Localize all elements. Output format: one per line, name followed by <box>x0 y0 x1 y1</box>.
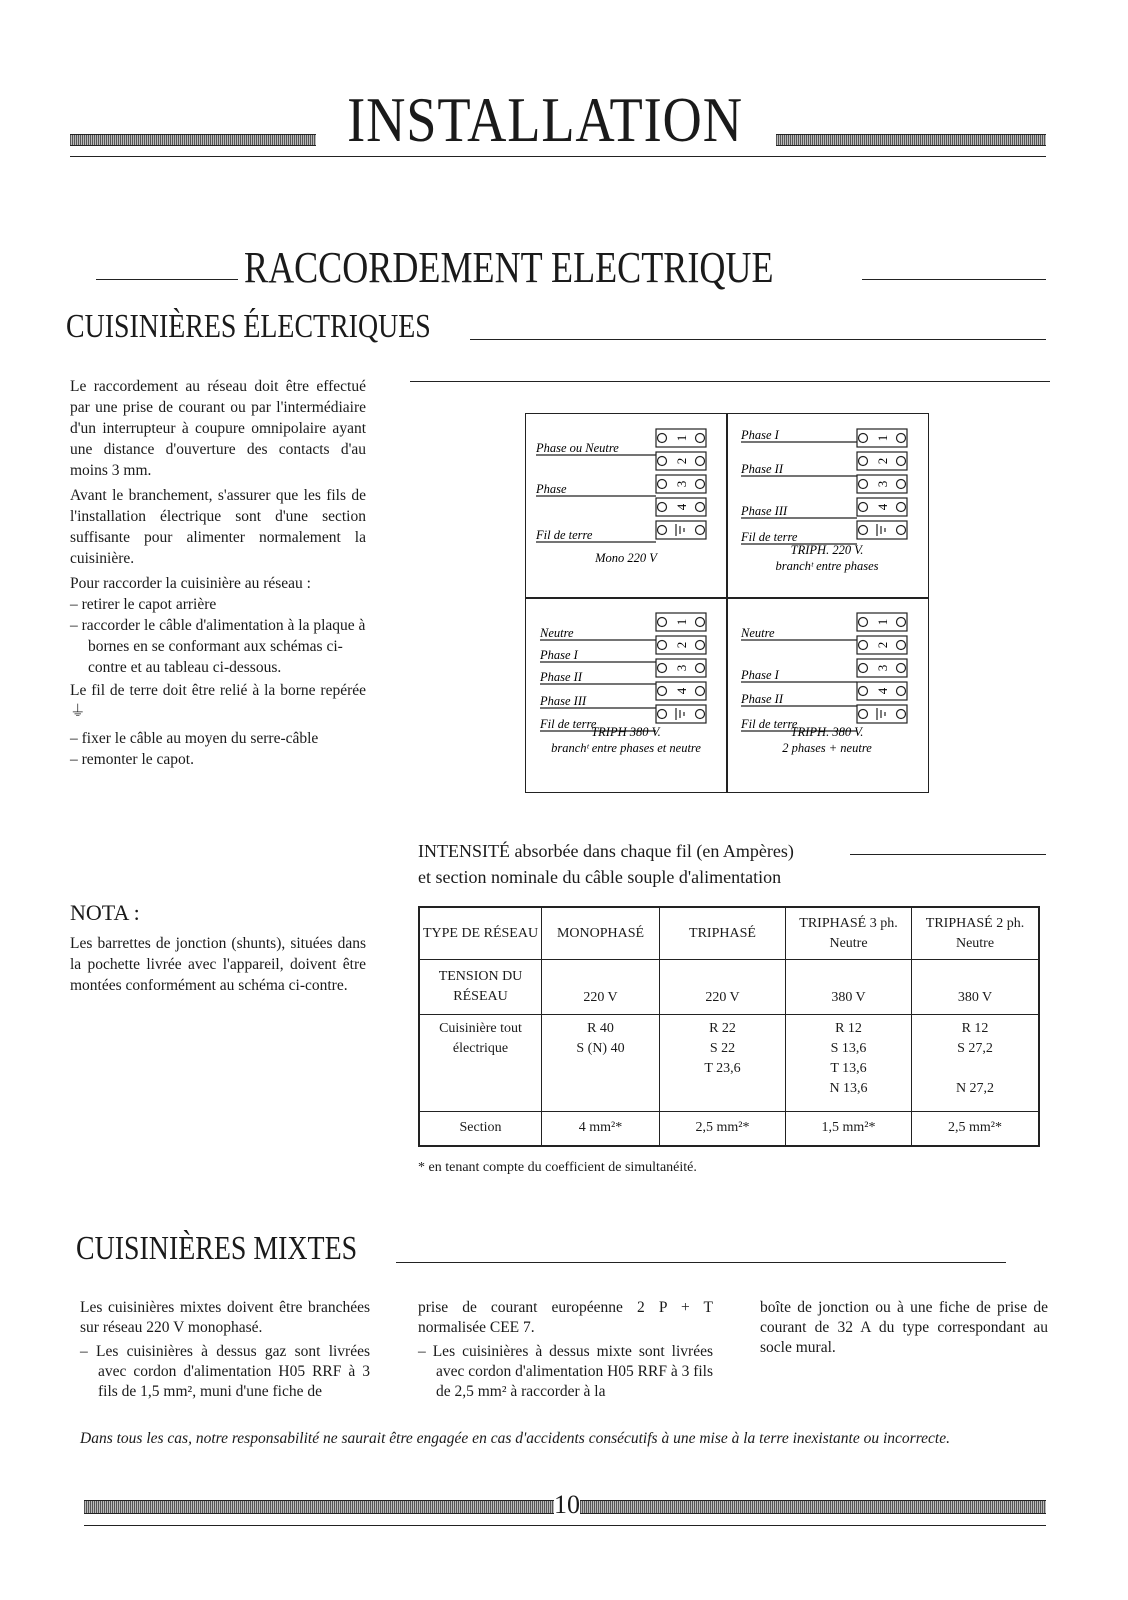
wire-label: Phase I <box>540 648 578 662</box>
terminal-left-icon <box>658 503 667 512</box>
step-item: – fixer le câble au moyen du serre-câble <box>70 728 366 749</box>
mixtes-col3-p: boîte de jonction ou à une fiche de prise de courant de 32 A du type correspondant au socle mural. <box>760 1299 1048 1356</box>
diagram-caption-2: branchᵗ entre phases et neutre <box>551 741 701 755</box>
terminal-right-icon <box>897 457 906 466</box>
intro-p2: Avant le branchement, s'assurer que les fils de l'installation électrique sont d'une section suffisante pour alimenter normalement la cuisinière. <box>70 487 366 567</box>
header-cell: TRIPHASÉ 2 ph. Neutre <box>912 908 1039 960</box>
terminal-number: 2 <box>875 641 890 649</box>
terminal-number: 3 <box>875 480 890 488</box>
section-cell: 1,5 mm²* <box>786 1111 912 1145</box>
terminal-right-icon <box>897 687 906 696</box>
diagram-caption: TRIPH. 220 V. <box>790 543 864 557</box>
header-left-bar <box>70 134 316 146</box>
wire-label: Phase III <box>540 694 587 708</box>
nota-text: Les barrettes de jonction (shunts), situées dans la pochette livrée avec l'appareil, doivent être montées conformément au schéma ci-contre. <box>70 935 366 994</box>
tension-cell: 380 V <box>786 960 912 1014</box>
wire-label: Fil de terre <box>741 530 798 544</box>
terminal-number: 1 <box>875 434 890 442</box>
terminal-number: 4 <box>674 503 689 511</box>
wire-label: Fil de terre <box>741 717 798 731</box>
cuisiniere-row <box>420 1014 1039 1111</box>
section-title: RACCORDEMENT ELECTRIQUE <box>244 243 774 292</box>
mixtes-list-item: – Les cuisinières à dessus mixte sont livrées avec cordon d'alimentation H05 RRF à 3 fils de 2,5 mm² à raccorder à la <box>418 1342 713 1402</box>
terminal-left-icon <box>859 526 868 535</box>
earth-symbol-icon: ⏚ <box>70 703 86 720</box>
terminal-right-icon <box>897 664 906 673</box>
wire-label: Phase II <box>540 670 582 684</box>
header-cell: TRIPHASÉ <box>660 908 786 960</box>
terminal-right-icon <box>897 641 906 650</box>
terminal-left-icon <box>859 457 868 466</box>
nota-title: NOTA : <box>70 900 140 925</box>
value-cell: R 12 S 27,2 N 27,2 <box>912 1014 1039 1111</box>
footer-right-bar <box>580 1500 1046 1514</box>
terminal-number: 2 <box>875 457 890 465</box>
subsection-rule <box>470 339 1046 340</box>
diagram-caption: Mono 220 V <box>595 551 657 565</box>
wire-label: Phase I <box>741 428 779 442</box>
intro-p4 <box>70 680 366 722</box>
wire-label: Phase II <box>741 462 783 476</box>
cuisiniere-label: Cuisinière tout électrique <box>420 1014 542 1111</box>
mixtes-col3 <box>760 1298 1048 1358</box>
wire-label: Fil de terre <box>536 528 593 542</box>
terminal-number: 1 <box>674 618 689 626</box>
terminal-left-icon <box>658 687 667 696</box>
mixtes-col2-list <box>418 1342 713 1402</box>
terminal-right-icon <box>696 526 705 535</box>
terminal-right-icon <box>696 664 705 673</box>
section-label: Section <box>420 1111 542 1145</box>
tension-cell: 220 V <box>542 960 660 1014</box>
diagram-top-rule <box>410 381 1050 382</box>
intensity-title-line2: et section nominale du câble souple d'alimentation <box>418 867 782 887</box>
terminal-left-icon <box>859 641 868 650</box>
section-cell: 2,5 mm²* <box>660 1111 786 1145</box>
mixtes-col1 <box>80 1298 370 1402</box>
terminal-box <box>857 521 907 539</box>
terminal-number: 1 <box>875 618 890 626</box>
steps-list <box>70 594 366 678</box>
mixtes-title: CUISINIÈRES MIXTES <box>76 1230 358 1267</box>
diagram-caption: TRIPH 380 V. <box>591 725 661 739</box>
intro-p4-text: Le fil de terre doit être relié à la borne repérée <box>70 682 366 699</box>
section-row <box>420 1111 1039 1145</box>
wire-label: Phase II <box>741 692 783 706</box>
terminal-left-icon <box>658 641 667 650</box>
terminal-left-icon <box>859 710 868 719</box>
step-item: – raccorder le câble d'alimentation à la plaque à bornes en se conformant aux schémas ci-contre et au tableau ci-dessous. <box>70 615 366 678</box>
terminal-left-icon <box>658 434 667 443</box>
steps-list-2 <box>70 728 366 770</box>
terminal-left-icon <box>859 480 868 489</box>
terminal-right-icon <box>696 480 705 489</box>
tension-cell: 220 V <box>660 960 786 1014</box>
page-number: 10 <box>554 1490 580 1519</box>
terminal-box <box>656 705 706 723</box>
terminal-right-icon <box>696 641 705 650</box>
terminal-number: 3 <box>875 664 890 672</box>
section-rule-left <box>96 279 238 280</box>
wire-label: Phase III <box>741 504 788 518</box>
wire-label: Neutre <box>540 626 574 640</box>
diagram-caption-2: 2 phases + neutre <box>782 741 872 755</box>
wire-label: Phase I <box>741 668 779 682</box>
terminal-right-icon <box>897 503 906 512</box>
mixtes-col2 <box>418 1298 713 1402</box>
header-row <box>420 908 1039 960</box>
intensity-rule <box>850 854 1046 855</box>
value-cell: R 40 S (N) 40 <box>542 1014 660 1111</box>
intensity-title-line1: INTENSITÉ absorbée dans chaque fil (en Ampères) <box>418 841 794 861</box>
section-cell: 2,5 mm²* <box>912 1111 1039 1145</box>
terminal-left-icon <box>859 503 868 512</box>
header-right-bar <box>776 134 1046 146</box>
section-cell: 4 mm²* <box>542 1111 660 1145</box>
value-cell: R 12 S 13,6 T 13,6 N 13,6 <box>786 1014 912 1111</box>
mixtes-col1-p: Les cuisinières mixtes doivent être branchées sur réseau 220 V monophasé. <box>80 1299 370 1336</box>
terminal-left-icon <box>658 480 667 489</box>
step-item: – remonter le capot. <box>70 749 366 770</box>
diagram-caption: TRIPH. 380 V. <box>790 725 864 739</box>
terminal-right-icon <box>696 710 705 719</box>
terminal-number: 2 <box>674 641 689 649</box>
intensity-title <box>418 838 794 890</box>
terminal-left-icon <box>859 687 868 696</box>
header-cell: TRIPHASÉ 3 ph. Neutre <box>786 908 912 960</box>
terminal-number: 2 <box>674 457 689 465</box>
terminal-number: 4 <box>674 687 689 695</box>
subsection-title: CUISINIÈRES ÉLECTRIQUES <box>66 308 431 345</box>
tension-cell: 380 V <box>912 960 1039 1014</box>
tension-row <box>420 960 1039 1014</box>
terminal-left-icon <box>658 664 667 673</box>
terminal-right-icon <box>897 618 906 627</box>
section-rule-right <box>862 279 1046 280</box>
wire-label: Fil de terre <box>540 717 597 731</box>
wire-label: Neutre <box>741 626 775 640</box>
terminal-right-icon <box>897 434 906 443</box>
terminal-left-icon <box>658 618 667 627</box>
intro-text <box>70 376 366 770</box>
header-title: INSTALLATION <box>347 84 743 155</box>
step-item: – retirer le capot arrière <box>70 594 366 615</box>
mixtes-list-item: – Les cuisinières à dessus gaz sont livrées avec cordon d'alimentation H05 RRF à 3 fils de 1,5 mm², muni d'une fiche de <box>80 1342 370 1402</box>
wiring-diagram-svg <box>526 414 928 792</box>
terminal-right-icon <box>696 457 705 466</box>
terminal-box <box>857 705 907 723</box>
terminal-number: 4 <box>875 687 890 695</box>
terminal-number: 4 <box>875 503 890 511</box>
footer-underline <box>84 1525 1046 1526</box>
terminal-left-icon <box>859 434 868 443</box>
terminal-right-icon <box>696 687 705 696</box>
terminal-right-icon <box>897 710 906 719</box>
intensity-table-grid <box>419 907 1039 1146</box>
terminal-box <box>656 521 706 539</box>
terminal-left-icon <box>859 664 868 673</box>
wire-label: Phase <box>536 482 567 496</box>
terminal-left-icon <box>658 526 667 535</box>
terminal-right-icon <box>696 503 705 512</box>
terminal-left-icon <box>859 618 868 627</box>
diagram-caption-2: branchᵗ entre phases <box>775 559 879 573</box>
wiring-diagrams <box>525 413 929 793</box>
terminal-number: 1 <box>674 434 689 442</box>
footer-left-bar <box>84 1500 554 1514</box>
intro-p1: Le raccordement au réseau doit être effectué par une prise de courant ou par l'intermédiaire d'un interrupteur à coupure omnipolaire ayant une distance d'ouverture des contacts d'au moins 3 mm. <box>70 378 366 479</box>
tension-label: TENSION DU RÉSEAU <box>420 960 542 1014</box>
mixtes-col2-p: prise de courant européenne 2 P + T normalisée CEE 7. <box>418 1299 713 1336</box>
footnote: * en tenant compte du coefficient de simultanéité. <box>418 1160 697 1175</box>
header-underline <box>70 156 1046 157</box>
terminal-number: 3 <box>674 664 689 672</box>
header-cell: TYPE DE RÉSEAU <box>420 908 542 960</box>
terminal-right-icon <box>897 526 906 535</box>
terminal-left-icon <box>658 710 667 719</box>
terminal-right-icon <box>696 618 705 627</box>
terminal-right-icon <box>696 434 705 443</box>
intro-p3: Pour raccorder la cuisinière au réseau : <box>70 575 311 592</box>
intensity-table <box>418 906 1040 1147</box>
terminal-left-icon <box>658 457 667 466</box>
terminal-number: 3 <box>674 480 689 488</box>
mixtes-col1-list <box>80 1342 370 1402</box>
header-cell: MONOPHASÉ <box>542 908 660 960</box>
value-cell: R 22 S 22 T 23,6 <box>660 1014 786 1111</box>
mixtes-rule <box>396 1262 1006 1263</box>
terminal-right-icon <box>897 480 906 489</box>
wire-label: Phase ou Neutre <box>536 441 619 455</box>
warning-text: Dans tous les cas, notre responsabilité ne saurait être engagée en cas d'accidents consécutifs à une mise à la terre inexistante ou incorrecte. <box>80 1430 950 1447</box>
